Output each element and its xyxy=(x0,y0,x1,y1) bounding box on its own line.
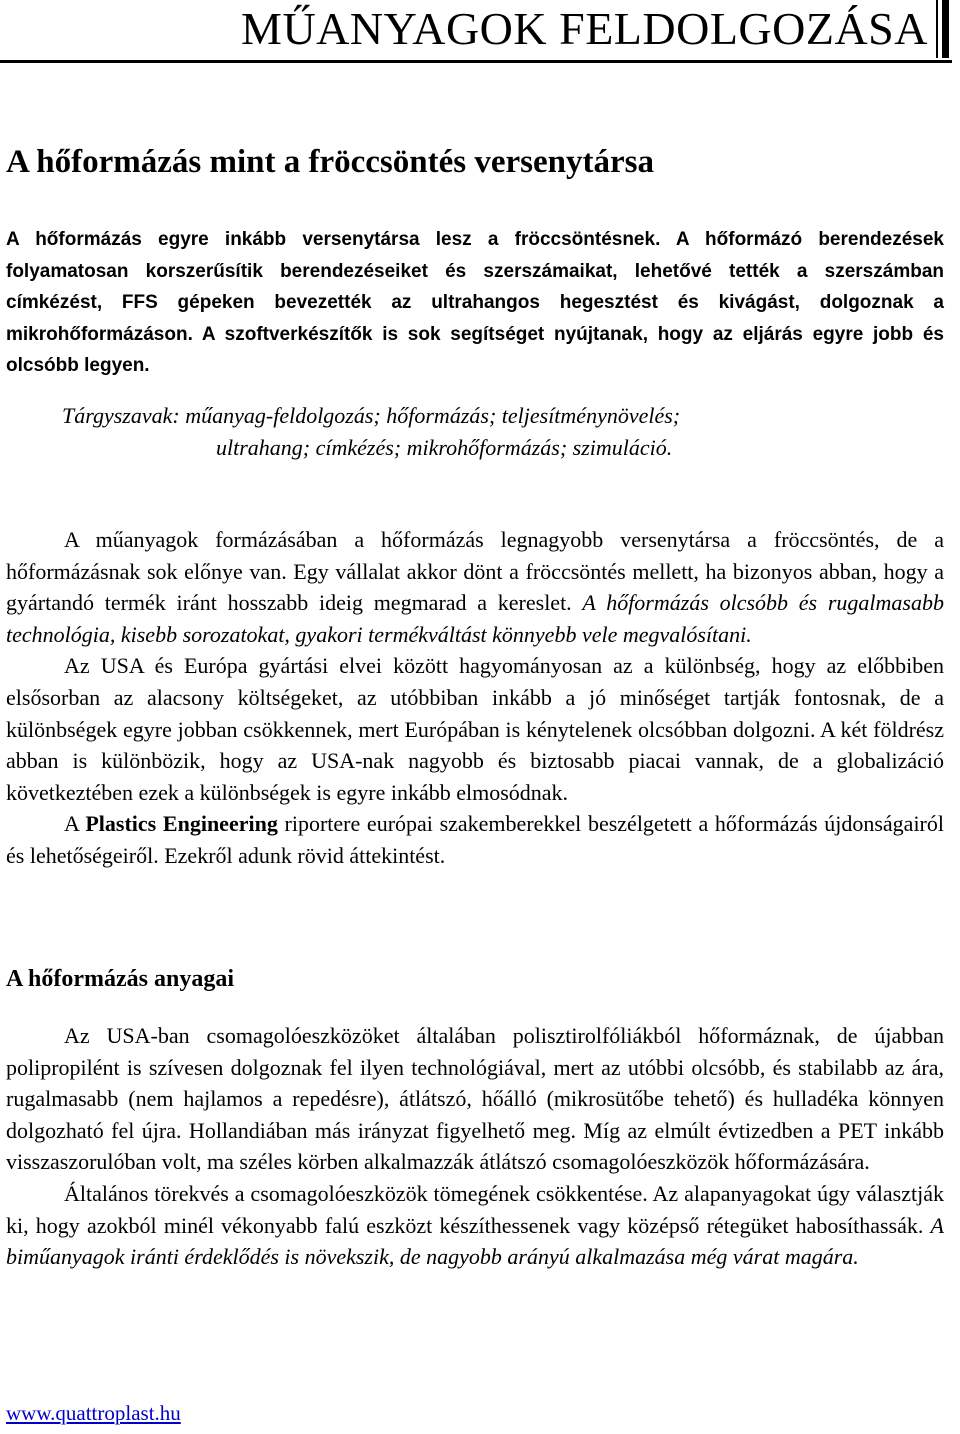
paragraph-4: Az USA-ban csomagolóeszközöket általában polisztirolfóliákból hőformáznak, de újabban polipropilént is szívesen dolgoznak fel ilyen technológiával, mert az utóbbi olcsóbb, és stabilabb az ára, rugalmasabb (nem hajlamos a repedésre), átlátszó, hőálló (mikrosütőbe tehető) és hulladéka könnyen dolgozható fel újra. Hollandiában más irányzat figyelhető meg. Míg az elmúlt évtizedben a PET inkább visszaszorulóban volt, ma széles körben alkalmazzák átlátszó csomagolóeszközök hőformázására. xyxy=(6,1023,944,1175)
website-link[interactable]: www.quattroplast.hu xyxy=(6,1401,181,1425)
header-rule xyxy=(0,60,952,63)
paragraph-5-text: Általános törekvés a csomagolóeszközök tömegének csökkentése. Az alapanyagokat úgy választják ki, hogy azokból minél vékonyabb falú eszközt készíthessenek vagy középső rétegüket habosíthassák. xyxy=(6,1180,944,1238)
keywords-line-2: ultrahang; címkézés; mikrohőformázás; szimuláció. xyxy=(216,435,673,460)
article-lead: A hőformázás egyre inkább versenytársa lesz a fröccsöntésnek. A hőformázó berendezések folyamatosan korszerűsítik berendezéseiket és szerszámaikat, lehetővé tették a szerszámban címkézést, FFS gépeken bevezették az ultrahangos hegesztést és kivágást, dolgoznak a mikrohőformázáson. A szoftverkészítők is sok segítséget nyújtanak, hogy az eljárás egyre jobb és olcsóbb legyen. xyxy=(6,229,944,376)
page-header xyxy=(0,0,960,60)
paragraph-3-pre: A xyxy=(64,811,86,837)
paragraph-5 xyxy=(6,1178,944,1273)
keywords xyxy=(6,400,944,464)
keywords-line-1: Tárgyszavak: műanyag-feldolgozás; hőformázás; teljesítménynövelés; xyxy=(62,403,681,428)
paragraph-1-text: A műanyagok formázásában a hőformázás legnagyobb versenytársa a fröccsöntés, de a hőformázásnak sok előnye van. Egy vállalat akkor dönt a fröccsöntés mellett, ha bizonyos abban, hogy a gyártandó termék iránt hosszabb ideig megmarad a kereslet. xyxy=(6,527,944,616)
article-title: A hőformázás mint a fröccsöntés versenytársa xyxy=(6,144,654,180)
paragraph-3 xyxy=(6,808,944,871)
header-bar-thin xyxy=(936,0,938,58)
section-title: A hőformázás anyagai xyxy=(6,966,234,992)
header-bar-thick xyxy=(942,0,949,58)
header-title: MŰANYAGOK FELDOLGOZÁSA xyxy=(241,3,928,54)
paragraph-2: Az USA és Európa gyártási elvei között hagyományosan az a különbség, hogy az előbbiben elsősorban az alacsony költségeket, az utóbbiban inkább a jó minőséget tartják fontosnak, de a különbségek egyre jobban csökkennek, mert Európában is kénytelenek olcsóbban dolgozni. A két földrész abban is különbözik, hogy az USA-nak nagyobb és biztosabb piacai vannak, de a globalizáció következtében ezek a különbségek is egyre inkább elmosódnak. xyxy=(6,653,944,805)
paragraph-3-post: riportere európai szakemberekkel beszélgetett a hőformázás újdonságairól és lehetőségeiről. Ezekről adunk rövid áttekintést. xyxy=(6,811,944,868)
body-section-1 xyxy=(6,524,944,872)
paragraph-1-italic: A hőformázás olcsóbb és rugalmasabb technológia, kisebb sorozatokat, gyakori termékváltást könnyebb vele megvalósítani. xyxy=(6,590,944,647)
paragraph-3-bold: Plastics Engineering xyxy=(85,811,278,837)
paragraph-5-italic: A biműanyagok iránti érdeklődés is növekszik, de nagyobb arányú alkalmazása még várat magára. xyxy=(6,1212,944,1270)
body-section-2 xyxy=(6,1020,944,1273)
paragraph-1 xyxy=(6,524,944,650)
header-decoration-bars xyxy=(936,0,950,58)
